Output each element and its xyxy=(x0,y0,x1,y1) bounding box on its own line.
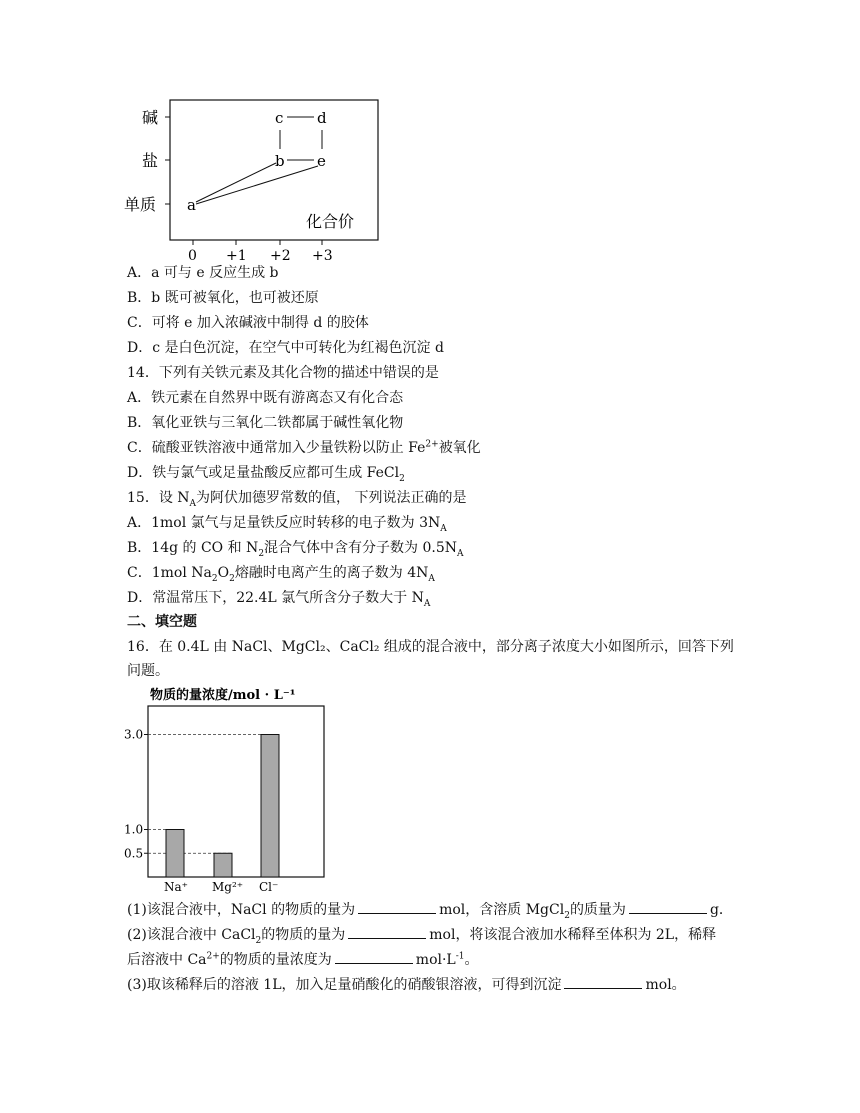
answer-blank-precipitate-mol[interactable] xyxy=(564,974,642,989)
q16-p1-text-c: 的质量为 xyxy=(569,902,626,918)
q14-option-d xyxy=(127,463,405,483)
chart-y-ticks xyxy=(124,728,148,861)
q16-p1-sub: 2 xyxy=(564,910,570,921)
unit-exponent: -1 xyxy=(455,951,465,962)
y-label-base: 碱 xyxy=(142,108,159,127)
chart-bars xyxy=(166,735,279,878)
na-subscript: A xyxy=(189,498,197,509)
q15-c-text-mid: 熔融时电离产生的离子数为 4N xyxy=(234,565,429,581)
y-tick-label-3: 0.5 xyxy=(124,846,144,861)
bar-2 xyxy=(214,853,232,877)
bar-1 xyxy=(166,830,184,878)
q15-d-sub: A xyxy=(423,598,431,609)
q16-p3-text-a: (3)取该稀释后的溶液 1L，加入足量硝酸化的硝酸银溶液，可得到沉淀 xyxy=(127,977,562,993)
q15-option-b xyxy=(127,538,464,558)
ca-charge: 2+ xyxy=(206,951,220,962)
q15-stem-text-end: 为阿伏加德罗常数的值， 下列说法正确的是 xyxy=(196,490,467,506)
q15-option-d xyxy=(127,588,430,608)
q16-p2-text-d: 后溶液中 Ca xyxy=(127,952,207,968)
q16-p2-text-f: mol·L xyxy=(415,952,456,968)
x-tick-3: +3 xyxy=(312,248,333,264)
point-e: e xyxy=(317,152,326,170)
q16-stem-line2: 问题。 xyxy=(127,663,169,679)
q14-d-text: D．铁与氯气或足量盐酸反应都可生成 FeCl xyxy=(127,465,400,481)
q16-p1-text-b: mol，含溶质 MgCl xyxy=(439,902,565,918)
q14-option-c xyxy=(127,438,481,458)
q16-p2-text-b: 的物质的量为 xyxy=(261,927,346,943)
q15-b-sub1: 2 xyxy=(258,548,265,559)
q13-option-c: C．可将 e 加入浓碱液中制得 d 的胶体 xyxy=(127,315,369,331)
point-a: a xyxy=(187,196,196,214)
valence-class-diagram xyxy=(120,90,390,270)
answer-blank-cacl2-mol[interactable] xyxy=(348,924,426,939)
q13-option-b: B．b 既可被氧化，也可被还原 xyxy=(127,290,319,306)
x-tick-2: +2 xyxy=(270,248,291,264)
q15-c-sub2: 2 xyxy=(229,573,235,584)
q13-option-a: A．a 可与 e 反应生成 b xyxy=(127,265,279,281)
chart-x-labels xyxy=(164,880,278,894)
answer-blank-ca-concentration[interactable] xyxy=(335,949,413,964)
q16-part1 xyxy=(127,899,733,920)
q16-part2-line2 xyxy=(127,949,479,970)
y-tick-label-1: 3.0 xyxy=(124,727,144,742)
q16-p2-sub: 2 xyxy=(255,935,262,946)
point-d: d xyxy=(317,109,327,127)
q15-d-text: D．常温常压下，22.4L 氯气所含分子数大于 N xyxy=(127,590,424,606)
q15-c-sub3: A xyxy=(428,573,435,584)
q16-p1-text-a: (1)该混合液中，NaCl 的物质的量为 xyxy=(127,902,356,918)
bar-3 xyxy=(261,735,279,878)
point-c: c xyxy=(275,109,284,127)
q15-a-sub: A xyxy=(440,523,447,534)
q14-option-b: B．氧化亚铁与三氧化二铁都属于碱性氧化物 xyxy=(127,415,404,431)
q16-p1-text-d: g． xyxy=(709,902,733,918)
q15-b-text: B．14g 的 CO 和 N xyxy=(127,540,259,556)
x-tick-0: 0 xyxy=(188,248,197,264)
q15-a-text: A．1mol 氯气与足量铁反应时转移的电子数为 3N xyxy=(127,515,441,531)
q16-p2-text-g: 。 xyxy=(464,952,479,968)
x-axis-label: 化合价 xyxy=(306,212,355,231)
q16-part3 xyxy=(127,974,686,995)
q15-option-a xyxy=(127,513,447,533)
x-label-1: Na⁺ xyxy=(164,880,188,894)
q15-b-text-mid: 混合气体中含有分子数为 0.5N xyxy=(264,540,458,556)
q16-stem-line1: 16．在 0.4L 由 NaCl、MgCl₂、CaCl₂ 组成的混合液中，部分离子浓度大小如图所示，回答下列 xyxy=(127,639,734,655)
answer-blank-nacl-mol[interactable] xyxy=(358,899,436,914)
section-heading: 二、填空题 xyxy=(127,614,197,630)
q15-c-text: C．1mol Na xyxy=(127,565,212,581)
q15-c-text-o: O xyxy=(217,565,230,581)
q16-part2-line1 xyxy=(127,924,716,945)
q16-p2-text-a: (2)该混合液中 CaCl xyxy=(127,927,256,943)
x-tick-1: +1 xyxy=(226,248,247,264)
y-label-element: 单质 xyxy=(124,195,157,214)
q15-stem-text: 15．设 N xyxy=(127,490,190,506)
ion-concentration-chart xyxy=(120,682,340,896)
chart-title: 物质的量浓度/mol · L⁻¹ xyxy=(150,688,296,703)
answer-blank-mgcl2-mass[interactable] xyxy=(629,899,707,914)
q13-option-d: D．c 是白色沉淀，在空气中可转化为红褐色沉淀 d xyxy=(127,340,444,356)
q15-stem xyxy=(127,488,466,508)
q14-c-text-end: 被氧化 xyxy=(438,440,481,456)
q14-option-a: A．铁元素在自然界中既有游离态又有化合态 xyxy=(127,390,404,406)
q16-p3-text-b: mol。 xyxy=(645,977,686,993)
x-label-3: Cl⁻ xyxy=(259,880,279,894)
q15-c-sub1: 2 xyxy=(211,573,218,584)
q16-p2-text-c: mol，将该混合液加水稀释至体积为 2L，稀释 xyxy=(429,927,717,943)
point-b: b xyxy=(275,152,285,170)
y-tick-label-2: 1.0 xyxy=(124,822,144,837)
fecl2-subscript: 2 xyxy=(399,473,405,484)
q14-stem: 14．下列有关铁元素及其化合物的描述中错误的是 xyxy=(127,365,439,381)
x-label-2: Mg²⁺ xyxy=(212,880,244,894)
y-label-salt: 盐 xyxy=(142,151,159,170)
q15-b-sub2: A xyxy=(457,548,464,559)
q14-c-text: C．硫酸亚铁溶液中通常加入少量铁粉以防止 Fe xyxy=(127,440,426,456)
q16-p2-text-e: 的物质的量浓度为 xyxy=(219,952,332,968)
q15-option-c xyxy=(127,563,435,583)
fe-charge: 2+ xyxy=(425,439,439,450)
